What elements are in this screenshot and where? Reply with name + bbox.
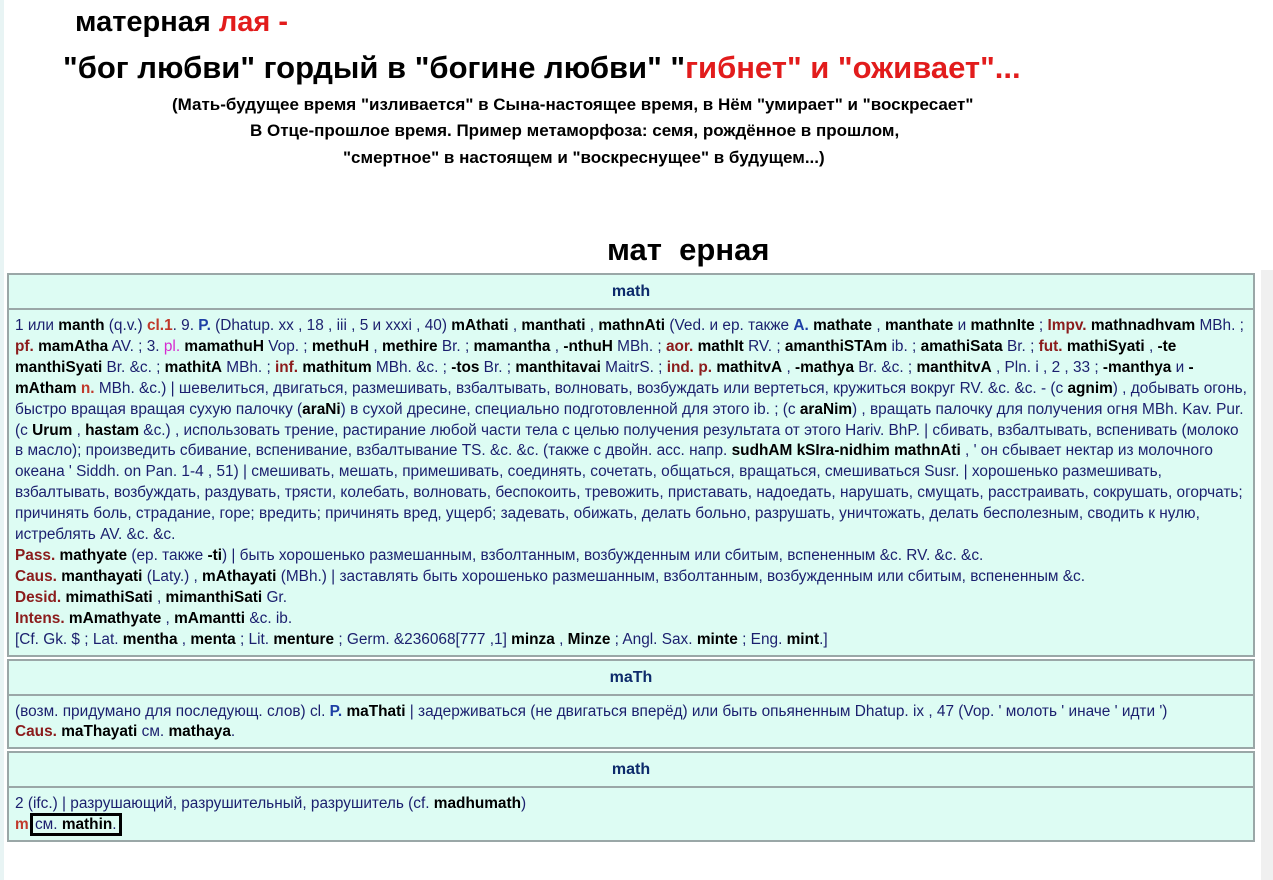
- subtitle-line-3: "смертное" в настоящем и "воскреснущее" в будущем...): [343, 148, 825, 167]
- title-line-1: матерная лая -: [75, 6, 289, 38]
- entry-definition: 1 или manth (q.v.) cl.1. 9. P. (Dhatup. xx , 18 , iii , 5 и xxxi , 40) mAthati , manthati , mathnAti (Ved. и ер. также A. mathate , manthate и mathnIte ; Impv. mathnadhvam MBh. ; pf. mamAtha AV. ; 3. pl. mamathuH Vop. ; methuH , methire Br. ; mamantha , -nthuH MBh. ; aor. mathIt RV. ; amanthiSTAm ib. ; amathiSata Br. ; fut. mathiSyati , -te manthiSyati Br. &c. ; mathitA MBh. ; inf. mathitum MBh. &c. ; -tos Br. ; manthitavai MaitrS. ; ind. p. mathitvA , -mathya Br. &c. ; manthitvA , Pln. i , 2 , 33 ; -manthya и -mAtham n. MBh. &c.) | шевелиться, двигаться, размешивать, взбалтывать, волновать, возбуждать или вертеться, кружиться вокруг RV. &c. &c. - (с agnim) , добывать огонь, быстро вращая вращая сухую палочку (araNi) в сухой дресине, специально подготовленной для этого ib. ; (с araNim) , вращать палочку для получения огня MBh. Kav. Pur. (с Urum , hastam &c.) , использовать трение, растирание любой части тела с целью получения результата от этого Hariv. BhP. | сбивать, взбалтывать, вспенивать (молоко в масло); произведить сбивание, вспенивание, взбалтывание TS. &c. &c. (также с двойн. acc. напр. sudhAM kSIra-nidhim mathnAti , ' он сбывает нектар из молочного океана ' Siddh. on Pan. 1-4 , 51) | смешивать, мешать, примешивать, соединять, сочетать, общаться, вращаться, смешиваться Susr. | хорошенько размешивать, взбалтывать, возбуждать, раздувать, трясти, колебать, волновать, беспокоить, тревожить, приставать, надоедать, нарушать, смущать, расстраивать, сокрушать, огорчать; причинять боль, страдание, горе; вредить; причинять вред, ущерб; задевать, обижать, делать больно, разрушать, уничтожать, делать бесполезным, сводить к нулю, истреблять AV. &c. &c. Pass. mathyate (ер. также -ti) | быть хорошенько размешанным, взболтанным, возбужденным или сбитым, вспененным &c. RV. &c. &c. Caus. manthayati (Laty.) , mAthayati (MBh.) | заставлять быть хорошенько размешанным, взболтанным, возбужденным или сбитым, вспененным &c. Desid. mimathiSati , mimanthiSati Gr. Intens. mAmathyate , mAmantti &c. ib. [Cf. Gk. $ ; Lat. mentha , menta ; Lit. menture ; Germ. &236068[777 ,1] minza , Minze ; Angl. Sax. minte ; Eng. mint.]: [15, 317, 1247, 648]
- subtitle-line-1: (Мать-будущее время "изливается" в Сына-настоящее время, в Нём "умирает" и "воскресает": [172, 95, 974, 114]
- subtitle-line-2: В Отце-прошлое время. Пример метаморфоза: семя, рождённое в прошлом,: [250, 121, 900, 140]
- big-word-heading: мат ерная: [607, 232, 770, 267]
- entry-headword: maTh: [9, 661, 1253, 696]
- dictionary-entry: [7, 273, 1255, 657]
- scrollbar-track[interactable]: [1261, 270, 1273, 880]
- entry-headword: math: [9, 275, 1253, 310]
- entry-definition: (возм. придумано для последующ. слов) cl. P. maThati | задерживаться (не двигаться вперёд) или быть опьяненным Dhatup. ix , 47 (Vop. ' молоть ' иначе ' идти ') Caus. maThayati см. mathaya.: [15, 702, 1168, 741]
- left-page-strip: [0, 0, 4, 880]
- entry-definition: 2 (ifc.) | разрушающий, разрушительный, разрушитель (cf. madhumath) m см. mathin.: [15, 795, 527, 834]
- dictionary-entries: [7, 273, 1255, 844]
- dictionary-entry: [7, 751, 1255, 842]
- title-line-2: "бог любви" гордый в "богине любви" "гибнет" и "оживает"...: [63, 50, 1021, 85]
- highlighted-crossref: см. mathin.: [34, 816, 117, 834]
- entry-headword: math: [9, 753, 1253, 788]
- dictionary-entry: [7, 659, 1255, 750]
